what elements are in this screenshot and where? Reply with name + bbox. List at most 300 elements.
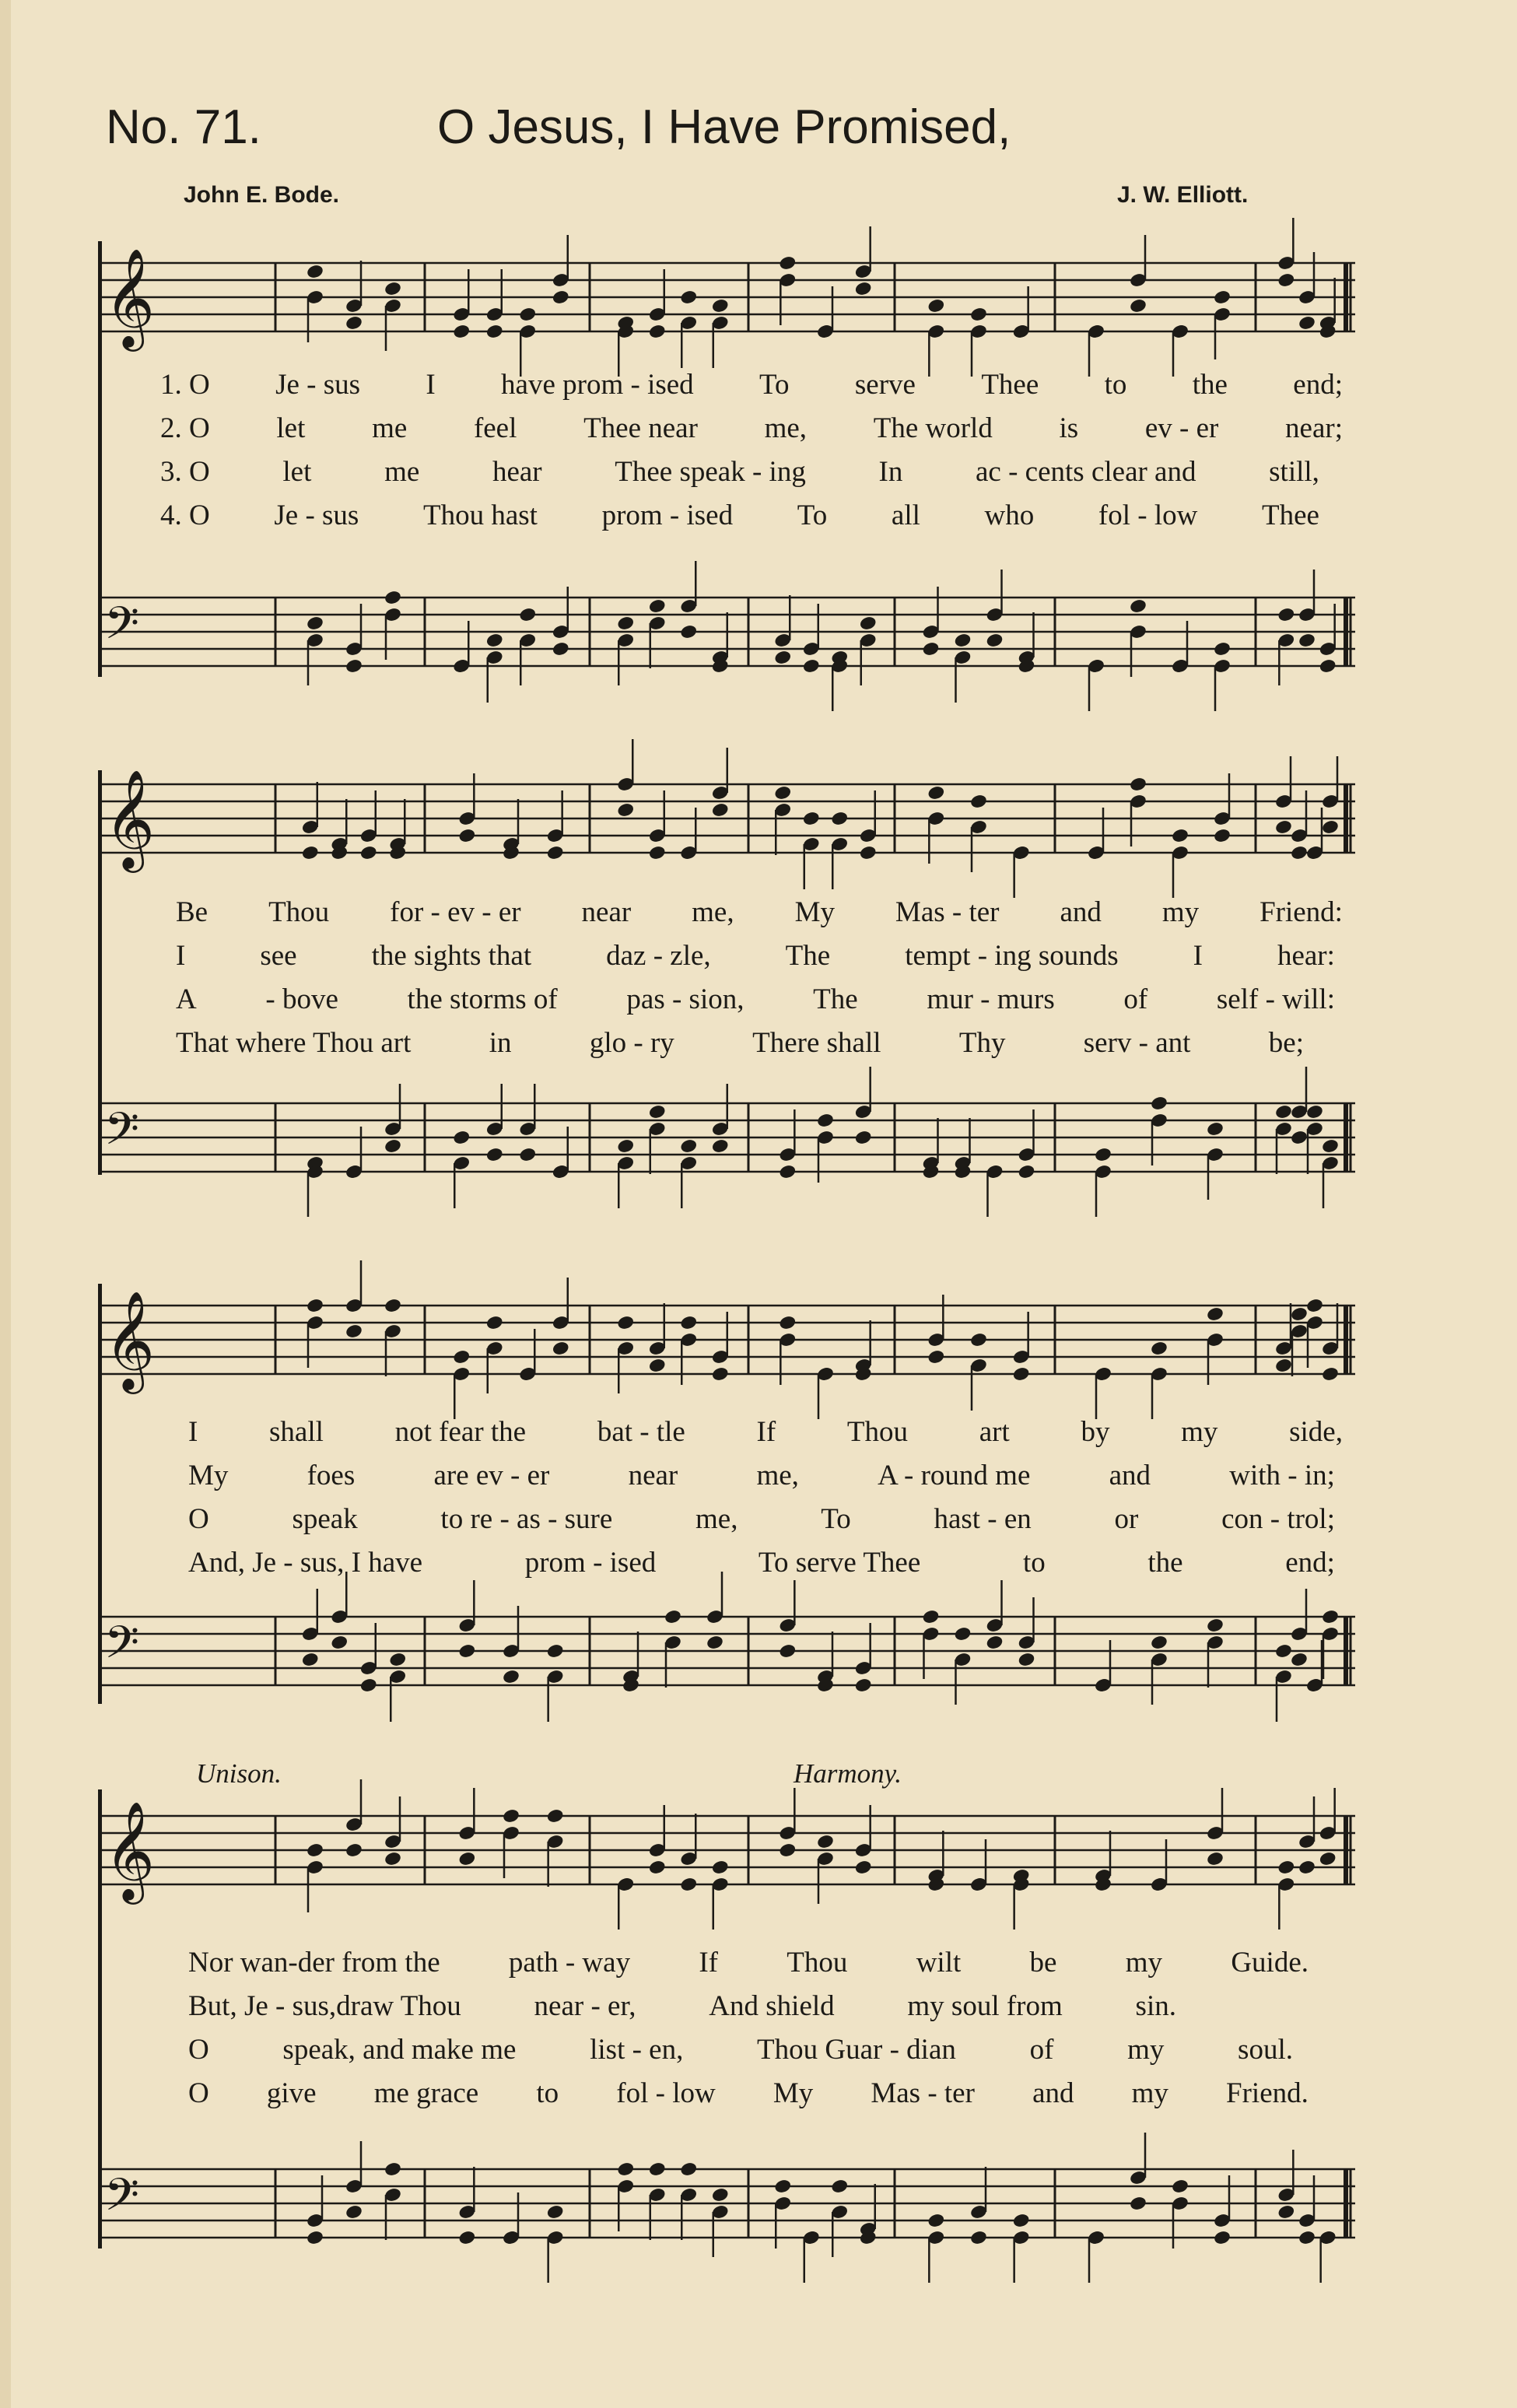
lyric-syllable: To (821, 1502, 851, 1535)
lyric-syllable: hast - en (934, 1502, 1032, 1535)
bass-staff (98, 584, 1355, 682)
lyric-syllable: O (188, 2077, 209, 2109)
note-head (546, 1643, 565, 1660)
note-head (778, 1164, 797, 1180)
lyric-syllable: ac - cents clear and (976, 455, 1196, 488)
lyric-syllable: not fear the (394, 1415, 527, 1448)
note-head (452, 324, 471, 340)
note-head (648, 1358, 667, 1374)
lyric-syllable: Thee speak - ing (615, 455, 806, 488)
note-head (306, 615, 324, 632)
lyric-syllable: all (891, 499, 920, 531)
lyric-syllable: is (1059, 412, 1079, 444)
note-head (546, 1808, 565, 1824)
note-head (802, 658, 821, 675)
note-head (1319, 658, 1337, 675)
lyric-syllable: sin. (1135, 1989, 1176, 2022)
lyric-line (176, 1022, 1304, 1063)
lyric-syllable: give (266, 2077, 317, 2109)
note-head (1206, 1618, 1224, 1634)
lyric-syllable: foes (307, 1459, 356, 1491)
note-head (384, 1851, 402, 1867)
treble-staff (98, 249, 1355, 347)
note-head (711, 1138, 730, 1155)
lyric-syllable: That where Thou art (176, 1026, 412, 1059)
note-head (388, 1652, 407, 1668)
note-head (1305, 1298, 1324, 1314)
page-edge (0, 0, 11, 2408)
lyric-syllable: I (1193, 939, 1203, 972)
note-head (854, 1859, 873, 1876)
lyric-line (160, 451, 1319, 492)
note-head (359, 845, 378, 861)
note-head (816, 1113, 835, 1129)
lyric-syllable: and (1109, 1459, 1151, 1491)
lyric-syllable: fol - low (616, 2077, 716, 2109)
lyric-syllable: Thy (958, 1026, 1006, 1059)
lyric-syllable: wilt (916, 1946, 962, 1979)
note-head (1290, 845, 1309, 861)
note-head (1298, 315, 1316, 331)
lyric-line (188, 1542, 1335, 1583)
note-head (1012, 2213, 1031, 2229)
unison-marking: Unison. (196, 1758, 282, 1789)
lyric-syllable: Thou hast (422, 499, 538, 531)
note-head (485, 633, 504, 649)
note-head (1277, 272, 1295, 289)
note-head (485, 1315, 504, 1331)
note-head (616, 615, 635, 632)
lyric-syllable: feel (473, 412, 517, 444)
note-head (927, 785, 945, 801)
lyric-syllable: to (1022, 1546, 1046, 1579)
lyric-syllable: near (628, 1459, 678, 1491)
lyric-line (188, 2073, 1309, 2113)
note-head (330, 1635, 349, 1651)
note-head (1213, 289, 1231, 306)
lyric-syllable: for - ev - er (390, 896, 521, 928)
lyric-syllable: Thee near (583, 412, 698, 444)
lyric-syllable: Thee (1261, 499, 1319, 531)
note-head (679, 289, 698, 306)
note-head (552, 641, 570, 657)
note-head (1321, 819, 1340, 836)
lyric-syllable: Thou Guar - dian (757, 2033, 956, 2066)
lyric-syllable: who (984, 499, 1035, 531)
lyric-syllable: of (1029, 2033, 1054, 2066)
note-head (854, 1130, 873, 1146)
treble-staff-lines (98, 1802, 1355, 1900)
lyric-line (160, 364, 1343, 405)
note-head (711, 802, 730, 818)
note-head (927, 1349, 945, 1365)
lyric-syllable: To (797, 499, 828, 531)
lyric-syllable: the (1192, 368, 1228, 401)
note-head (616, 2161, 635, 2178)
lyric-syllable: 4. O (160, 499, 210, 531)
music-system-2 (98, 731, 1355, 1214)
lyric-line (188, 1411, 1343, 1452)
lyric-syllable: serv - ant (1083, 1026, 1191, 1059)
lyric-syllable: be (1029, 1946, 1057, 1979)
lyric-syllable: the (1147, 1546, 1183, 1579)
lyric-syllable: 1. O (160, 368, 210, 401)
lyric-syllable: see (260, 939, 297, 972)
lyric-syllable: I (426, 368, 436, 401)
note-head (802, 811, 821, 827)
lyric-syllable: 2. O (160, 412, 210, 444)
note-head (616, 1315, 635, 1331)
note-head (345, 658, 363, 675)
lyric-syllable: speak, and make me (282, 2033, 517, 2066)
lyric-syllable: to re - as - sure (440, 1502, 613, 1535)
lyric-syllable: let (276, 412, 306, 444)
lyric-syllable: If (756, 1415, 776, 1448)
lyric-syllable: A - round me (878, 1459, 1031, 1491)
note-head (518, 307, 537, 323)
lyric-syllable: My (188, 1459, 229, 1491)
note-head (616, 1138, 635, 1155)
note-head (384, 2161, 402, 2178)
treble-clef-icon: 𝄞 (104, 1290, 156, 1390)
lyric-syllable: 3. O (160, 455, 210, 488)
bass-clef-icon: 𝄢 (104, 1102, 140, 1166)
lyric-syllable: my (1131, 2077, 1168, 2109)
note-head (648, 598, 667, 615)
note-head (452, 1130, 471, 1146)
note-head (485, 1147, 504, 1163)
lyric-syllable: My (773, 2077, 814, 2109)
note-head (1171, 828, 1189, 844)
note-head (518, 1147, 537, 1163)
note-head (954, 1626, 972, 1642)
note-head (457, 828, 476, 844)
treble-clef-icon: 𝄞 (104, 1800, 156, 1900)
lyric-syllable: Je - sus (275, 368, 361, 401)
note-head (1150, 1095, 1168, 1112)
note-head (679, 2161, 698, 2178)
lyric-syllable: - bove (265, 983, 338, 1015)
lyric-syllable: The world (873, 412, 993, 444)
lyric-syllable: Je - sus (274, 499, 359, 531)
lyric-syllable: bat - tle (597, 1415, 685, 1448)
lyric-syllable: art (979, 1415, 1010, 1448)
note-head (778, 1315, 797, 1331)
bass-staff-lines (98, 584, 1355, 682)
note-head (485, 324, 504, 340)
lyric-syllable: The (785, 939, 831, 972)
note-head (306, 264, 324, 280)
lyric-syllable: The (813, 983, 858, 1015)
note-head (711, 1859, 730, 1876)
note-head (552, 289, 570, 306)
bass-clef-icon: 𝄢 (104, 2168, 140, 2232)
lyric-syllable: me, (695, 1502, 738, 1535)
lyric-syllable: And shield (709, 1989, 835, 2022)
treble-clef-icon: 𝄞 (104, 247, 156, 347)
lyric-syllable: my soul from (907, 1989, 1063, 2022)
lyric-syllable: the sights that (371, 939, 532, 972)
bass-clef-icon: 𝄢 (104, 597, 140, 661)
note-head (969, 794, 988, 810)
lyric-syllable: If (699, 1946, 719, 1979)
note-head (1171, 2178, 1189, 2195)
note-head (679, 1138, 698, 1155)
note-head (854, 1677, 873, 1694)
note-head (711, 298, 730, 314)
note-head (830, 2178, 849, 2195)
lyric-line (160, 495, 1319, 535)
note-head (1277, 607, 1295, 623)
note-head (1298, 1859, 1316, 1876)
lyric-syllable: be; (1268, 1026, 1304, 1059)
treble-clef-icon: 𝄞 (104, 769, 156, 868)
note-head (816, 1834, 835, 1850)
note-head (648, 2161, 667, 2178)
hymn-title: O Jesus, I Have Promised, (437, 100, 1011, 154)
lyric-syllable: to (536, 2077, 559, 2109)
note-head (1298, 633, 1316, 649)
lyric-syllable: Thou (268, 896, 330, 928)
lyric-syllable: To serve Thee (758, 1546, 921, 1579)
music-system-4 (98, 1758, 1355, 2287)
lyric-syllable: serve (854, 368, 916, 401)
lyric-syllable: I (188, 1415, 198, 1448)
lyric-syllable: self - will: (1216, 983, 1335, 1015)
lyric-syllable: have prom - ised (501, 368, 694, 401)
note-head (306, 1298, 324, 1314)
note-head (1094, 1147, 1112, 1163)
treble-staff-lines (98, 1292, 1355, 1390)
lyric-syllable: me, (764, 412, 808, 444)
lyric-syllable: There shall (752, 1026, 881, 1059)
lyric-syllable: my (1181, 1415, 1218, 1448)
note-head (1213, 828, 1231, 844)
note-head (384, 281, 402, 297)
lyric-syllable: tempt - ing sounds (905, 939, 1119, 972)
note-head (773, 650, 792, 666)
note-head (502, 1669, 520, 1685)
lyric-syllable: prom - ised (601, 499, 734, 531)
note-head (986, 1635, 1004, 1651)
lyric-syllable: by (1081, 1415, 1110, 1448)
treble-staff (98, 1292, 1355, 1390)
note-head (1277, 2204, 1295, 2220)
lyric-line (176, 935, 1335, 976)
lyric-syllable: still, (1269, 455, 1319, 488)
note-head (1150, 1341, 1168, 1357)
lyric-syllable: end; (1293, 368, 1343, 401)
note-head (616, 802, 635, 818)
treble-staff (98, 1802, 1355, 1900)
note-head (457, 2230, 476, 2246)
lyric-syllable: shall (269, 1415, 324, 1448)
lyric-syllable: In (878, 455, 903, 488)
lyric-syllable: near; (1285, 412, 1343, 444)
lyric-syllable: speak (292, 1502, 358, 1535)
note-head (1290, 1306, 1309, 1323)
note-head (306, 1842, 324, 1859)
lyric-syllable: A (176, 983, 197, 1015)
note-head (384, 1138, 402, 1155)
lyric-syllable: me (372, 412, 408, 444)
lyric-syllable: Thou (846, 1415, 908, 1448)
note-head (778, 1842, 797, 1859)
note-head (927, 298, 945, 314)
treble-staff (98, 770, 1355, 868)
lyric-syllable: and (1060, 896, 1102, 928)
note-head (859, 615, 878, 632)
note-head (518, 607, 537, 623)
note-head (1012, 1366, 1031, 1383)
lyric-syllable: end; (1285, 1546, 1335, 1579)
lyricist-credit: John E. Bode. (184, 182, 340, 208)
lyric-line (160, 408, 1343, 448)
note-head (345, 315, 363, 331)
lyric-syllable: and (1032, 2077, 1074, 2109)
note-head (1290, 1130, 1309, 1146)
note-head (679, 624, 698, 640)
lyric-syllable: Mas - ter (895, 896, 1000, 928)
note-head (706, 1635, 724, 1651)
note-head (1274, 819, 1293, 836)
note-head (1206, 1851, 1224, 1867)
lyric-line (176, 892, 1343, 932)
lyric-syllable: my (1161, 896, 1200, 928)
note-head (359, 1677, 378, 1694)
note-head (502, 1808, 520, 1824)
note-head (301, 1652, 320, 1668)
note-head (1274, 1358, 1293, 1374)
lyric-syllable: list - en, (590, 2033, 684, 2066)
lyric-syllable: of (1123, 983, 1148, 1015)
music-system-1 (98, 226, 1355, 692)
lyric-line (188, 1942, 1309, 1982)
lyric-syllable: Friend. (1226, 2077, 1309, 2109)
note-head (552, 1341, 570, 1357)
note-head (1129, 776, 1147, 793)
note-head (457, 1643, 476, 1660)
lyric-syllable: And, Je - sus, I have (188, 1546, 423, 1579)
lyric-syllable: But, Je - sus,draw Thou (188, 1989, 461, 2022)
note-head (384, 1298, 402, 1314)
note-head (778, 255, 797, 272)
note-head (1129, 2196, 1147, 2212)
note-head (679, 1315, 698, 1331)
lyric-syllable: Thou (787, 1946, 848, 1979)
note-head (927, 2213, 945, 2229)
note-head (546, 845, 565, 861)
lyric-syllable: with - in; (1229, 1459, 1335, 1491)
lyric-syllable: near - er, (534, 1989, 636, 2022)
note-head (1274, 1104, 1293, 1120)
note-head (664, 1609, 682, 1625)
lyric-syllable: hear: (1277, 939, 1335, 972)
note-head (773, 785, 792, 801)
lyric-syllable: my (1127, 2033, 1165, 2066)
lyric-syllable: me (384, 455, 420, 488)
note-head (648, 324, 667, 340)
lyric-syllable: to (1104, 368, 1127, 401)
note-head (1018, 1164, 1036, 1180)
note-head (648, 1104, 667, 1120)
lyric-syllable: fol - low (1098, 499, 1198, 531)
lyric-syllable: I (176, 939, 186, 972)
note-head (306, 2230, 324, 2246)
lyric-line (176, 979, 1335, 1019)
bass-staff-lines (98, 1089, 1355, 1187)
note-head (954, 633, 972, 649)
note-head (922, 1609, 941, 1625)
lyric-syllable: or (1114, 1502, 1139, 1535)
treble-staff-lines (98, 770, 1355, 868)
note-head (711, 1366, 730, 1383)
lyric-syllable: side, (1289, 1415, 1343, 1448)
note-head (1277, 1859, 1295, 1876)
note-head (345, 1323, 363, 1340)
lyric-syllable: Be (176, 896, 208, 928)
note-head (452, 1349, 471, 1365)
harmony-marking: Harmony. (794, 1758, 902, 1789)
lyric-syllable: O (188, 1502, 209, 1535)
lyric-syllable: prom - ised (524, 1546, 657, 1579)
lyric-syllable: con - trol; (1221, 1502, 1335, 1535)
note-head (648, 845, 667, 861)
note-head (969, 2230, 988, 2246)
bass-staff (98, 1089, 1355, 1187)
lyric-syllable: Guide. (1231, 1946, 1309, 1979)
lyric-syllable: hear (492, 455, 542, 488)
lyric-line (188, 2029, 1293, 2070)
note-head (859, 845, 878, 861)
note-head (986, 633, 1004, 649)
lyric-syllable: the storms of (407, 983, 558, 1015)
note-head (1321, 1138, 1340, 1155)
note-head (1319, 1851, 1337, 1867)
note-head (1274, 1643, 1293, 1660)
lyric-syllable: let (282, 455, 312, 488)
note-head (301, 845, 320, 861)
note-head (1150, 1635, 1168, 1651)
lyric-syllable: O (188, 2033, 209, 2066)
note-head (969, 1332, 988, 1348)
note-head (969, 307, 988, 323)
lyric-syllable: soul. (1238, 2033, 1293, 2066)
note-head (1213, 641, 1231, 657)
note-head (1206, 1306, 1224, 1323)
lyric-line (188, 1498, 1335, 1539)
lyric-syllable: Mas - ter (871, 2077, 975, 2109)
lyric-line (188, 1986, 1176, 2026)
lyric-syllable: me, (756, 1459, 799, 1491)
note-head (1290, 1652, 1309, 1668)
lyric-syllable: me, (692, 896, 734, 928)
bass-staff (98, 2155, 1355, 2253)
bass-staff (98, 1603, 1355, 1701)
lyric-syllable: path - way (508, 1946, 631, 1979)
lyric-syllable: My (794, 896, 835, 928)
note-head (345, 1842, 363, 1859)
lyric-syllable: glo - ry (589, 1026, 674, 1059)
lyric-syllable: pas - sion, (626, 983, 744, 1015)
lyric-syllable: daz - zle, (606, 939, 711, 972)
bass-staff-lines (98, 1603, 1355, 1701)
note-head (457, 1851, 476, 1867)
note-head (1298, 2230, 1316, 2246)
lyric-syllable: in (489, 1026, 512, 1059)
note-head (679, 1877, 698, 1893)
note-head (1321, 1366, 1340, 1383)
